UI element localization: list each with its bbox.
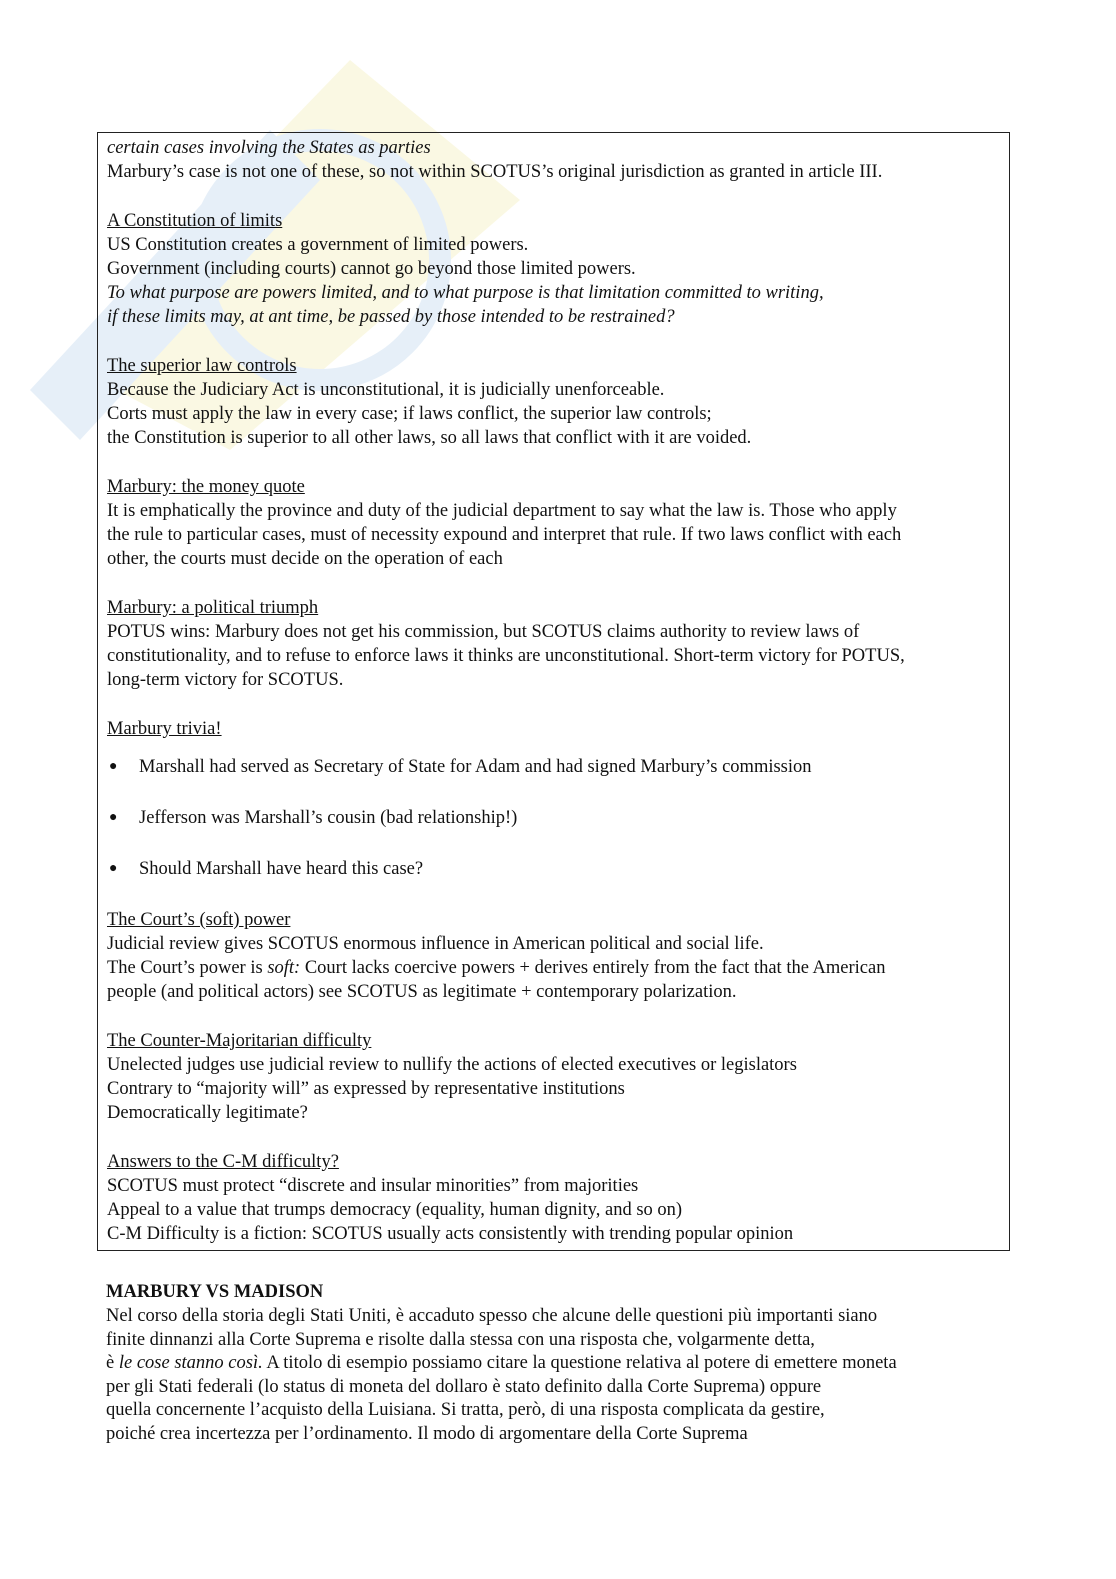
paragraph-line: quella concernente l’acquisto della Luisiana. Si tratta, però, di una risposta complicata da gestire, [106,1400,825,1421]
list-item [107,857,999,881]
section-line: Contrary to “majority will” as expressed by representative institutions [107,1079,625,1099]
marbury-section [106,1280,996,1446]
section-line: C-M Difficulty is a fiction: SCOTUS usually acts consistently with trending popular opinion [107,1224,794,1244]
section-quote: if these limits may, at ant time, be passed by those intended to be restrained? [107,307,675,327]
bullet-icon: ● [109,810,118,825]
section-heading-trivia: Marbury trivia! [107,719,222,739]
section-heading-money-quote: Marbury: the money quote [107,477,305,497]
section-heading-answers: Answers to the C-M difficulty? [107,1152,339,1172]
section-line: the rule to particular cases, must of necessity expound and interpret that rule. If two laws conflict with each [107,525,902,545]
list-item-text: Jefferson was Marshall’s cousin (bad relationship!) [139,808,518,828]
section-line: US Constitution creates a government of limited powers. [107,235,529,255]
list-item-text: Marshall had served as Secretary of State for Adam and had signed Marbury’s commission [139,757,812,777]
intro-italic: certain cases involving the States as parties [107,138,431,158]
bullet-icon: ● [109,861,118,876]
section-line: It is emphatically the province and duty of the judicial department to say what the law is. Those who apply [107,501,897,521]
trivia-list [107,755,999,881]
notes-box [97,132,1010,1251]
intro-text: Marbury’s case is not one of these, so not within SCOTUS’s original jurisdiction as granted in article III. [107,162,883,182]
section-title: MARBURY VS MADISON [106,1282,324,1302]
section-quote: To what purpose are powers limited, and to what purpose is that limitation committed to writing, [107,283,824,303]
text-fragment: The Court’s power is [107,958,268,978]
section-line: other, the courts must decide on the operation of each [107,549,503,569]
section-line: Appeal to a value that trumps democracy (equality, human dignity, and so on) [107,1200,683,1220]
section-line: constitutionality, and to refuse to enforce laws it thinks are unconstitutional. Short-term victory for POTUS, [107,646,905,666]
section-line: Because the Judiciary Act is unconstitutional, it is judicially unenforceable. [107,380,665,400]
section-line: Unelected judges use judicial review to nullify the actions of elected executives or legislators [107,1055,797,1075]
paragraph-line [106,1351,996,1375]
section-heading-political-triumph: Marbury: a political triumph [107,598,319,618]
section-line: the Constitution is superior to all other laws, so all laws that conflict with it are voided. [107,428,752,448]
paragraph-line: finite dinnanzi alla Corte Suprema e risolte dalla stessa con una risposta che, volgarmente detta, [106,1329,815,1350]
section-heading-soft-power: The Court’s (soft) power [107,910,291,930]
section-heading-counter-majoritarian: The Counter-Majoritarian difficulty [107,1031,372,1051]
text-fragment: Court lacks coercive powers + derives entirely from the fact that the American [300,958,886,978]
text-fragment-italic: le cose stanno così. [118,1353,263,1374]
paragraph-line: Nel corso della storia degli Stati Uniti, è accaduto spesso che alcune delle questioni più importanti siano [106,1306,878,1326]
section-line: POTUS wins: Marbury does not get his commission, but SCOTUS claims authority to review laws of [107,622,860,642]
section-line: Judicial review gives SCOTUS enormous influence in American political and social life. [107,934,764,954]
text-fragment: è [106,1353,119,1374]
section-line: Government (including courts) cannot go beyond those limited powers. [107,259,636,279]
section-line: long-term victory for SCOTUS. [107,670,344,690]
list-item-text: Should Marshall have heard this case? [139,859,424,879]
paragraph-line: per gli Stati federali (lo status di moneta del dollaro è stato definito dalla Corte Suprema) oppure [106,1376,822,1397]
section-heading-superior-law: The superior law controls [107,356,297,376]
bullet-icon: ● [109,759,118,774]
text-fragment-italic: soft: [267,958,301,978]
section-line: Democratically legitimate? [107,1103,308,1123]
section-line: SCOTUS must protect “discrete and insular minorities” from majorities [107,1176,639,1196]
section-line: Corts must apply the law in every case; if laws conflict, the superior law controls; [107,404,712,424]
section-line: people (and political actors) see SCOTUS as legitimate + contemporary polarization. [107,982,737,1002]
list-item [107,755,999,779]
section-heading-limits: A Constitution of limits [107,211,283,231]
paragraph-line: poiché crea incertezza per l’ordinamento. Il modo di argomentare della Corte Suprema [106,1423,748,1444]
list-item [107,806,999,830]
text-fragment: A titolo di esempio possiamo citare la questione relativa al potere di emettere moneta [262,1353,897,1374]
section-line [107,956,999,980]
